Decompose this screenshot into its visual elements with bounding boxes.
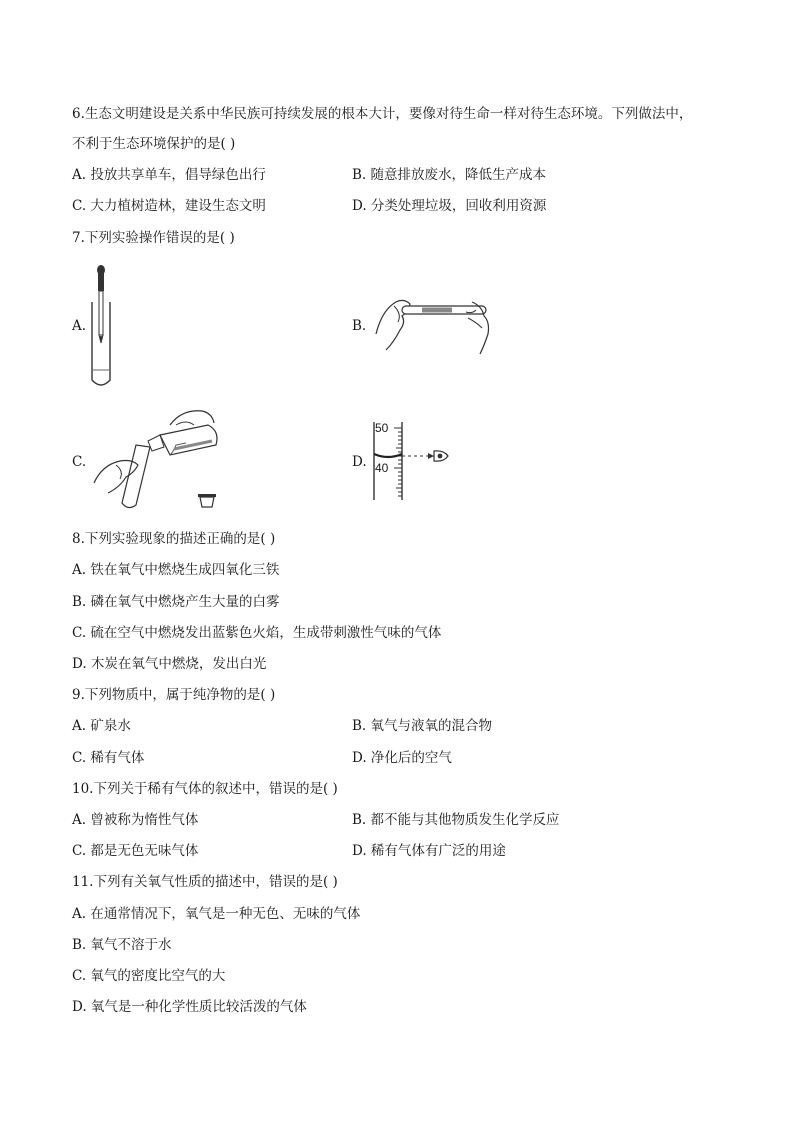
q8-option-a: A. 铁在氧气中燃烧生成四氧化三铁 — [72, 562, 280, 578]
pouring-liquid-figure — [90, 405, 222, 511]
q9-stem: 9.下列物质中，属于纯净物的是( ) — [72, 687, 276, 703]
q10-option-c: C. 都是无色无味气体 — [72, 843, 199, 859]
scale-label-top: 50 — [375, 421, 389, 435]
q7-option-b-label: B. — [352, 318, 367, 334]
q8-option-c: C. 硫在空气中燃烧发出蓝紫色火焰，生成带刺激性气味的气体 — [72, 625, 442, 641]
q6-option-d: D. 分类处理垃圾，回收利用资源 — [352, 198, 547, 214]
q8-option-d: D. 木炭在氧气中燃烧，发出白光 — [72, 656, 267, 672]
scale-label-bottom: 40 — [375, 461, 389, 475]
graduated-cylinder-reading-figure — [370, 418, 456, 502]
q9-option-c: C. 稀有气体 — [72, 750, 145, 766]
dropper-into-test-tube-figure — [88, 262, 118, 390]
q11-option-d: D. 氧气是一种化学性质比较活泼的气体 — [72, 999, 307, 1015]
q9-option-a: A. 矿泉水 — [72, 718, 131, 734]
q6-stem-line1: 6.生态文明建设是关系中华民族可持续发展的根本大计，要像对待生命一样对待生态环境。下列做法中， — [72, 106, 693, 122]
q9-option-b: B. 氧气与液氧的混合物 — [352, 718, 493, 734]
q6-stem-line2: 不利于生态环境保护的是( ) — [72, 136, 236, 152]
q10-option-a: A. 曾被称为惰性气体 — [72, 812, 199, 828]
q6-option-b: B. 随意排放废水，降低生产成本 — [352, 167, 547, 183]
q11-option-a: A. 在通常情况下，氧气是一种无色、无味的气体 — [72, 906, 361, 922]
q7-option-c-label: C. — [72, 454, 87, 470]
q11-stem: 11.下列有关氧气性质的描述中，错误的是( ) — [72, 874, 338, 890]
q11-option-c: C. 氧气的密度比空气的大 — [72, 968, 226, 984]
q7-option-d-label: D. — [352, 454, 367, 470]
q6-option-a: A. 投放共享单车，倡导绿色出行 — [72, 167, 266, 183]
hands-holding-test-tube-figure — [372, 292, 498, 356]
q10-option-b: B. 都不能与其他物质发生化学反应 — [352, 812, 560, 828]
q7-stem: 7.下列实验操作错误的是( ) — [72, 230, 235, 246]
q11-option-b: B. 氧气不溶于水 — [72, 937, 172, 953]
q6-option-c: C. 大力植树造林，建设生态文明 — [72, 198, 266, 214]
q8-option-b: B. 磷在氧气中燃烧产生大量的白雾 — [72, 594, 280, 610]
q8-stem: 8.下列实验现象的描述正确的是( ) — [72, 531, 276, 547]
q7-option-a-label: A. — [72, 318, 87, 334]
q10-stem: 10.下列关于稀有气体的叙述中，错误的是( ) — [72, 781, 338, 797]
q9-option-d: D. 净化后的空气 — [352, 750, 452, 766]
q10-option-d: D. 稀有气体有广泛的用途 — [352, 843, 506, 859]
